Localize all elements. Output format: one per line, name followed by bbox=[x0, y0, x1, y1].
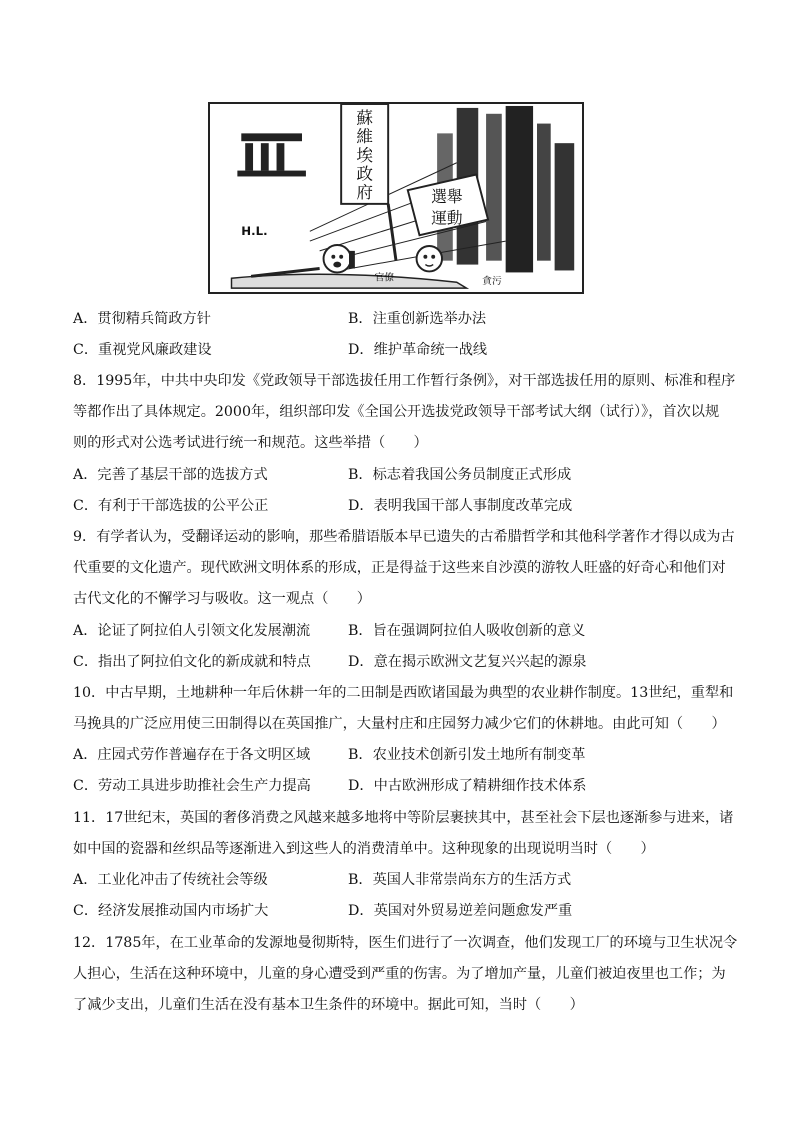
q9-option-b: B．旨在强调阿拉伯人吸收创新的意义 bbox=[348, 623, 586, 639]
official-figure-2 bbox=[417, 246, 442, 271]
q12-stem-line-3: 了减少支出，儿童们生活在没有基本卫生条件的环境中。据此可知，当时（ ） bbox=[73, 997, 584, 1013]
q9-option-d: D．意在揭示欧洲文艺复兴兴起的源泉 bbox=[348, 654, 587, 670]
official-figure-1 bbox=[324, 245, 351, 272]
q10-option-a: A．庄园式劳作普遍存在于各文明区域 bbox=[73, 747, 311, 763]
q10-stem-line-1: 10．中古早期，土地耕种一年后休耕一年的二田制是西欧诸国最为典型的农业耕作制度。13世纪，重犁和 bbox=[73, 685, 734, 701]
q9-option-a: A．论证了阿拉伯人引领文化发展潮流 bbox=[73, 623, 311, 639]
q11-option-c: C．经济发展推动国内市场扩大 bbox=[73, 903, 269, 919]
q8-stem-line-1: 8．1995年，中共中央印发《党政领导干部选拔任用工作暂行条例》，对干部选拔任用的原则、标准和程序 bbox=[73, 373, 736, 389]
banner-char-5: 府 bbox=[356, 183, 373, 202]
pillar-icon bbox=[237, 133, 306, 176]
q7-option-a: A．贯彻精兵简政方针 bbox=[73, 311, 211, 327]
q11-option-d: D．英国对外贸易逆差问题愈发严重 bbox=[348, 903, 573, 919]
q9-stem-line-3: 古代文化的不懈学习与吸收。这一观点（ ） bbox=[73, 591, 371, 607]
label-bureaucracy: 官僚 bbox=[374, 272, 395, 284]
q7-option-d: D．维护革命统一战线 bbox=[348, 342, 488, 358]
q7-option-b: B．注重创新选举办法 bbox=[348, 311, 487, 327]
q10-option-d: D．中古欧洲形成了精耕细作技术体系 bbox=[348, 778, 587, 794]
q8-option-a: A．完善了基层干部的选拔方式 bbox=[73, 467, 268, 483]
sign-line-1: 選舉 bbox=[431, 186, 463, 206]
q11-option-a: A．工业化冲击了传统社会等级 bbox=[73, 872, 268, 888]
q8-option-c: C．有利于干部选拔的公平公正 bbox=[73, 498, 269, 514]
q10-stem-line-2: 马挽具的广泛应用使三田制得以在英国推广，大量村庄和庄园努力减少它们的休耕地。由此可知（ ） bbox=[73, 716, 726, 732]
q8-option-d: D．表明我国干部人事制度改革完成 bbox=[348, 498, 573, 514]
banner-char-3: 埃 bbox=[356, 145, 373, 165]
q10-option-c: C．劳动工具进步助推社会生产力提高 bbox=[73, 778, 311, 794]
q8-stem-line-2: 等都作出了具体规定。2000年，组织部印发《全国公开选拔党政领导干部考试大纲（试行）》，首次以规 bbox=[73, 404, 720, 420]
hl-tag: H.L. bbox=[241, 224, 268, 239]
q10-option-b: B．农业技术创新引发土地所有制变革 bbox=[348, 747, 586, 763]
q12-stem-line-2: 人担心，生活在这种环境中，儿童的身心遭受到严重的伤害。为了增加产量，儿童们被迫夜里也工作；为 bbox=[73, 966, 726, 982]
q8-option-b: B．标志着我国公务员制度正式形成 bbox=[348, 467, 572, 483]
q11-option-b: B．英国人非常崇尚东方的生活方式 bbox=[348, 872, 572, 888]
q9-option-c: C．指出了阿拉伯文化的新成就和特点 bbox=[73, 654, 311, 670]
q7-option-c: C．重视党风廉政建设 bbox=[73, 342, 212, 358]
label-corruption: 貪污 bbox=[482, 276, 502, 288]
cartoon-illustration bbox=[208, 102, 584, 294]
q9-stem-line-2: 代重要的文化遗产。现代欧洲文明体系的形成，正是得益于这些来自沙漠的游牧人旺盛的好奇心和他们对 bbox=[73, 560, 726, 576]
q9-stem-line-1: 9．有学者认为，受翻译运动的影响，那些希腊语版本早已遗失的古希腊哲学和其他科学著作才得以成为古 bbox=[73, 529, 735, 545]
banner-char-4: 政 bbox=[356, 164, 373, 184]
q8-stem-line-3: 则的形式对公选考试进行统一和规范。这些举措（ ） bbox=[73, 435, 428, 451]
q11-stem-line-2: 如中国的瓷器和丝织品等逐渐进入到这些人的消费清单中。这种现象的出现说明当时（ ） bbox=[73, 841, 655, 857]
banner-char-2: 維 bbox=[356, 127, 373, 147]
sign-line-2: 運動 bbox=[431, 208, 463, 228]
q12-stem-line-1: 12．1785年，在工业革命的发源地曼彻斯特，医生们进行了一次调查，他们发现工厂的环境与卫生状况令 bbox=[73, 935, 738, 951]
banner-char-1: 蘇 bbox=[356, 108, 373, 128]
q11-stem-line-1: 11．17世纪末，英国的奢侈消费之风越来越多地将中等阶层裹挟其中，甚至社会下层也逐渐参与进来，诸 bbox=[73, 810, 734, 826]
